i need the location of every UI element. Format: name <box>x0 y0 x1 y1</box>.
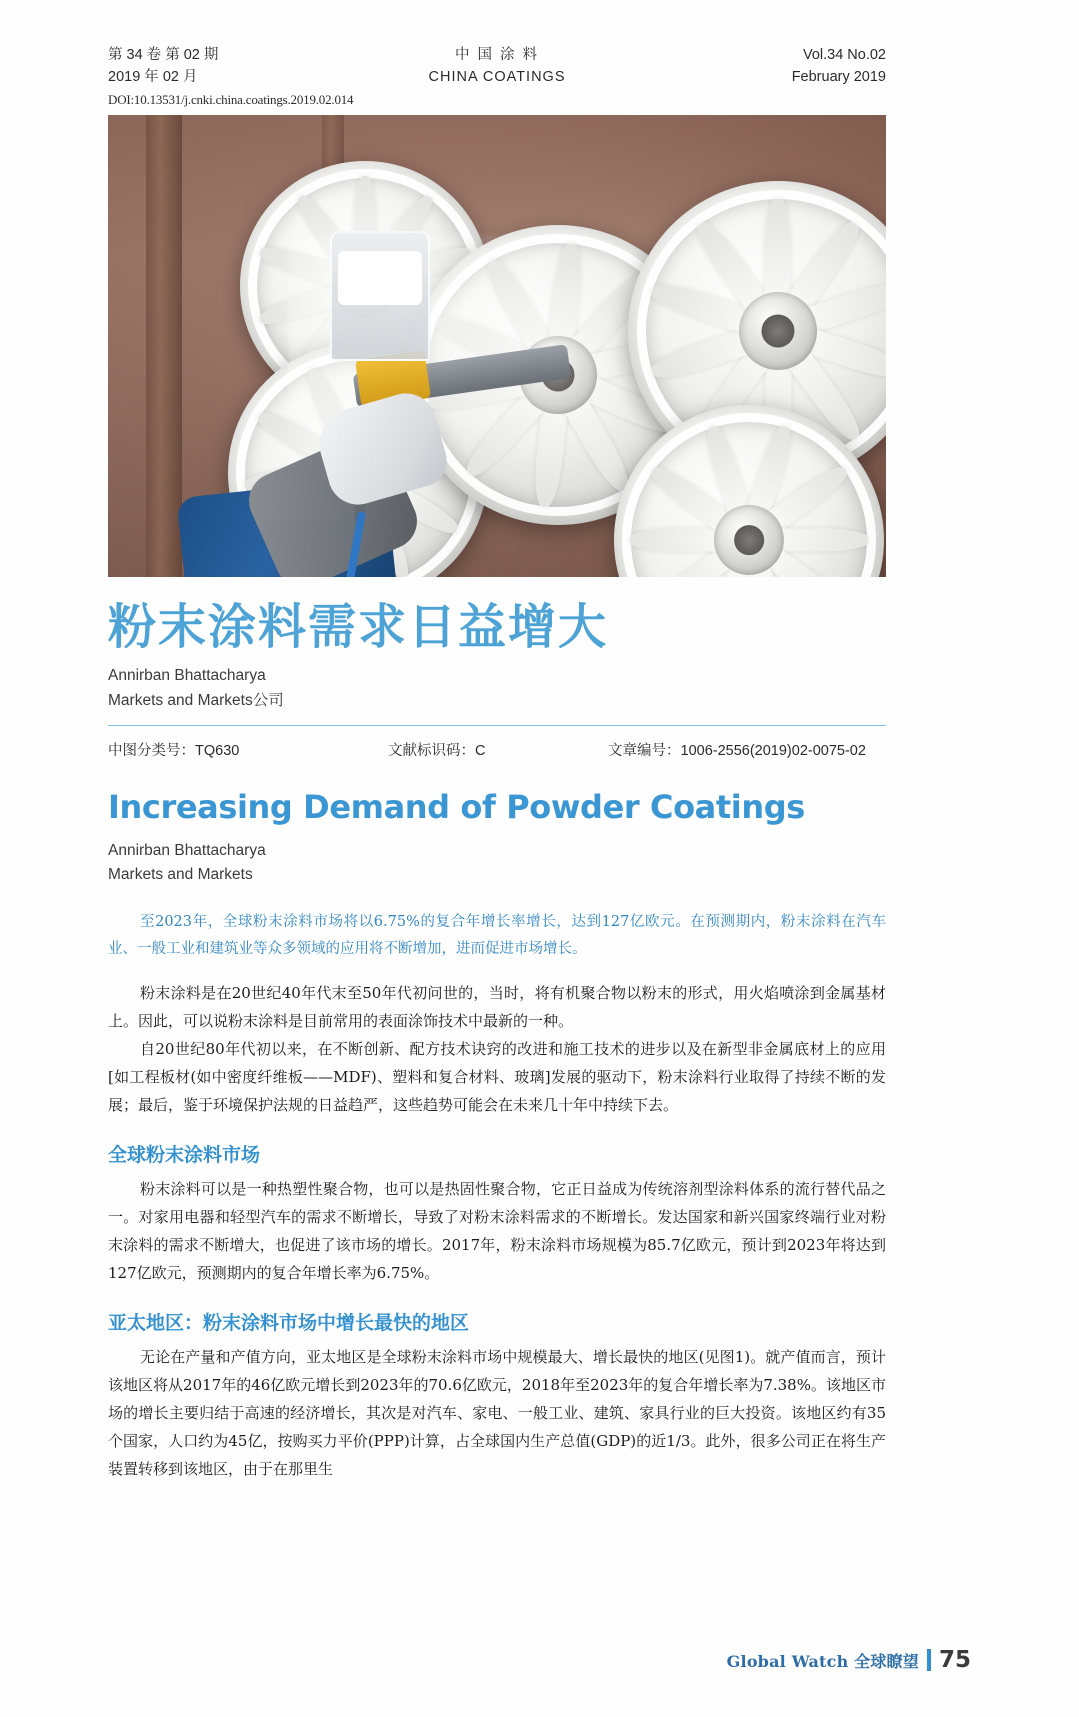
author-affiliation-cn: Markets and Markets公司 <box>108 692 284 709</box>
section-heading-asia-pacific: 亚太地区：粉末涂料市场中增长最快的地区 <box>108 1312 470 1334</box>
running-head <box>108 44 886 90</box>
powder-fill <box>338 251 422 305</box>
issue-date-en: February 2019 <box>791 69 886 85</box>
intro-paragraphs <box>108 979 886 1119</box>
powder-hopper <box>330 231 430 361</box>
section-heading-global-market: 全球粉末涂料市场 <box>108 1144 261 1166</box>
article-abstract: 至2023年，全球粉末涂料市场将以6.75%的复合年增长率增长，达到127亿欧元。在预测期内，粉末涂料在汽车业、一般工业和建筑业等众多领域的应用将不断增加，进而促进市场增长。 <box>108 914 886 957</box>
author-name-en: Annirban Bhattacharya <box>108 842 266 859</box>
paragraph: 粉末涂料是在20世纪40年代末至50年代初问世的，当时，将有机聚合物以粉末的形式，用火焰喷涂到金属基材上。因此，可以说粉末涂料是目前常用的表面涂饰技术中最新的一种。 <box>108 984 886 1030</box>
wheel-center-hole <box>734 525 764 555</box>
hero-post-left <box>146 115 182 577</box>
page-number: 75 <box>938 1647 971 1673</box>
article-metadata-row <box>108 739 886 761</box>
footer-inner <box>727 1647 971 1673</box>
paragraph: 自20世纪80年代初以来，在不断创新、配方技术诀窍的改进和施工技术的进步以及在新型非金属底材上的应用[如工程板材(如中密度纤维板——MDF)、塑料和复合材料、玻璃]发展的驱动下，粉末涂料行业取得了持续不断的发展；最后，鉴于环境保护法规的日益趋严，这些趋势可能会在未来几十年中持续下去。 <box>108 1040 886 1114</box>
page-footer <box>108 1643 971 1673</box>
paragraph: 无论在产量和产值方向，亚太地区是全球粉末涂料市场中规模最大、增长最快的地区(见图1)。就产值而言，预计该地区将从2017年的46亿欧元增长到2023年的70.6亿欧元，2018年至2023年的复合年增长率为7.38%。该地区市场的增长主要归结于高速的经济增长，其次是对汽车、家电、一般工业、建筑、家具行业的巨大投资。该地区约有35个国家，人口约为45亿，按购买力平价(PPP)计算，占全球国内生产总值(GDP)的近1/3。此外，很多公司正在将生产装置转移到该地区，由于在那里生 <box>108 1348 886 1478</box>
journal-title-en: CHINA COATINGS <box>428 69 566 85</box>
wheel-center-hole <box>762 315 795 348</box>
classification-number: 中图分类号：TQ630 <box>108 743 240 759</box>
running-head-right <box>792 44 886 88</box>
article-title-cn: 粉末涂料需求日益增大 <box>108 599 609 655</box>
footer-section-label: Global Watch 全球瞭望 <box>726 1651 919 1671</box>
running-head-center <box>429 44 566 88</box>
author-name-cn: Annirban Bhattacharya <box>108 667 266 684</box>
running-head-left <box>108 44 218 88</box>
divider-rule <box>108 725 886 726</box>
article-hero-image <box>108 115 886 577</box>
article-title-en: Increasing Demand of Powder Coatings <box>108 788 805 826</box>
author-affiliation-en: Markets and Markets <box>108 866 253 883</box>
author-block-cn <box>108 663 886 713</box>
footer-divider-bar <box>927 1649 931 1671</box>
document-code: 文献标识码：C <box>388 743 486 759</box>
issue-date-cn: 2019 年 02 月 <box>108 69 198 85</box>
author-block-en <box>108 839 886 887</box>
paragraph: 粉末涂料可以是一种热塑性聚合物，也可以是热固性聚合物，它正日益成为传统溶剂型涂料体系的流行替代品之一。对家用电器和轻型汽车的需求不断增长，导致了对粉末涂料需求的不断增长。发达国家和新兴国家终端行业对粉末涂料的需求不断增大，也促进了该市场的增长。2017年，粉末涂料市场规模为85.7亿欧元，预计到2023年将达到127亿欧元，预测期内的复合年增长率为6.75%。 <box>108 1180 886 1282</box>
volume-issue-en: Vol.34 No.02 <box>802 47 886 63</box>
article-number: 文章编号：1006-2556(2019)02-0075-02 <box>608 743 866 759</box>
doi-line: DOI:10.13531/j.cnki.china.coatings.2019.02.014 <box>108 92 354 107</box>
journal-title-cn: 中 国 涂 料 <box>454 47 540 63</box>
page-content <box>108 44 886 1483</box>
volume-issue: 第 34 卷 第 02 期 <box>108 47 219 63</box>
